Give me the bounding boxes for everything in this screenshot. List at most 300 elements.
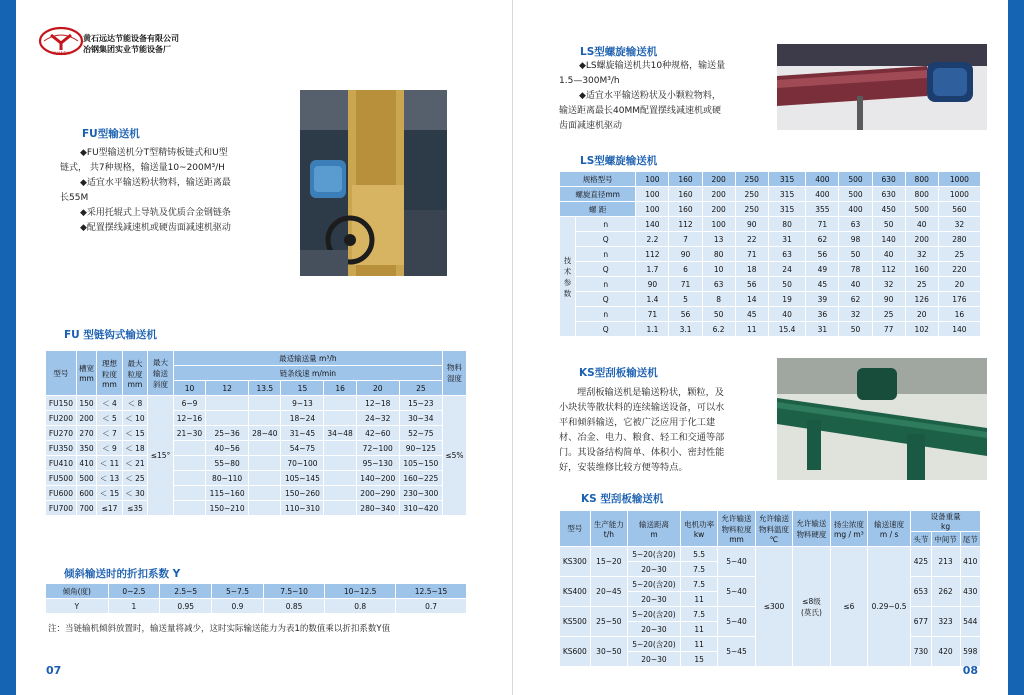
- fu-cell-capacity: 55~80: [206, 456, 249, 471]
- ks-hardness-scale: (莫氏): [801, 607, 822, 617]
- ls-tech-cell: 112: [669, 217, 702, 232]
- ls-tech-cell: 32: [905, 247, 938, 262]
- ls-tech-cell: 280: [938, 232, 980, 247]
- right-blue-strip: [1008, 0, 1024, 695]
- ls-tech-cell: 32: [872, 277, 905, 292]
- ks-cell-capacity: 30~50: [590, 637, 627, 667]
- fu-h-max-unit: mm: [127, 379, 143, 389]
- ls-row-label: 规格型号: [560, 172, 636, 187]
- ks-cell-hardness: [793, 547, 830, 667]
- fu-h-ideal: [97, 351, 122, 396]
- ks-h-temp-unit: ℃: [769, 535, 779, 544]
- fu-table-row: [46, 411, 467, 426]
- ks-conveyor-photo: [777, 358, 987, 480]
- fu-cell-max: ＜ 25: [122, 471, 147, 486]
- ls-cell: 315: [768, 187, 806, 202]
- ks-h-speed-unit: m / s: [879, 529, 899, 539]
- fu-cell-model: FU200: [46, 411, 77, 426]
- fu-h-width-unit: mm: [79, 374, 94, 383]
- fu-cell-capacity: [173, 441, 205, 456]
- ls-tech-cell: 140: [636, 217, 669, 232]
- ls-cell: 630: [872, 172, 905, 187]
- fu-cell-capacity: [249, 486, 281, 501]
- ls-tech-cell: 25: [872, 307, 905, 322]
- ls-cell: 560: [938, 202, 980, 217]
- ls-bullet-3: ◆适宜水平输送粉状及小颗粒物料，: [579, 91, 721, 101]
- ks-cell-weight: 544: [960, 607, 980, 637]
- ks-cell-weight: 323: [931, 607, 960, 637]
- fu-spec-table: [45, 350, 467, 516]
- ks-cell-size: 5~40: [718, 547, 755, 577]
- ls-tech-cell: 62: [806, 232, 839, 247]
- incline-v-label: Y: [46, 599, 109, 614]
- fu-cell-capacity: [173, 501, 205, 516]
- ks-para-line-4: 材、冶金、电力、粮食、轻工和交通等部: [559, 432, 725, 443]
- ls-cell: 500: [905, 202, 938, 217]
- ks-conveyor-title: KS型刮板输送机: [579, 367, 658, 379]
- ks-cell-model: KS500: [560, 607, 591, 637]
- fu-cell-model: FU150: [46, 396, 77, 411]
- ks-spec-table: [559, 510, 981, 667]
- fu-cell-ideal: ＜ 9: [97, 441, 122, 456]
- ks-cell-distance: 5~20(含20): [628, 547, 681, 562]
- ls-tech-row: [560, 277, 981, 292]
- fu-table-row: [46, 471, 467, 486]
- ls-row-label: 螺 距: [560, 202, 636, 217]
- ls-bullet-5: 齿面减速机驱动: [559, 121, 623, 131]
- page-number-left: 07: [46, 664, 62, 677]
- ks-cell-capacity: 20~45: [590, 577, 627, 607]
- fu-cell-capacity: 54~75: [281, 441, 324, 456]
- ks-cell-distance: 20~30: [628, 622, 681, 637]
- ks-para-line-6: 好，安装维修比较方便等特点。: [559, 462, 688, 473]
- fu-cell-width: 410: [76, 456, 96, 471]
- fu-conveyor-photo: [300, 90, 447, 276]
- fu-cell-max: ＜ 15: [122, 426, 147, 441]
- company-name: [83, 33, 179, 55]
- ls-tech-cell: 7: [669, 232, 702, 247]
- ls-cell: 1000: [938, 172, 980, 187]
- ks-h-dist: [628, 511, 681, 547]
- ks-header-row-1: [560, 511, 981, 532]
- ls-tech-cell: 40: [768, 307, 806, 322]
- ks-para-line-1: 埋刮板输送机是输送粉状，颗粒，及: [577, 387, 724, 398]
- ks-para-line-3: 平和倾斜输送，它被广泛应用于化工建: [559, 417, 716, 428]
- fu-cell-capacity: 15~23: [399, 396, 442, 411]
- fu-cell-capacity: 230~300: [399, 486, 442, 501]
- fu-cell-model: FU600: [46, 486, 77, 501]
- fu-cell-capacity: 72~100: [356, 441, 399, 456]
- fu-speed-cell: 16: [324, 381, 356, 396]
- ks-h-dist-unit: m: [650, 529, 658, 539]
- fu-table-header-row-1: [46, 351, 467, 366]
- ls-row-label: 螺旋直径mm: [560, 187, 636, 202]
- ks-cell-size: 5~45: [718, 637, 755, 667]
- ls-tech-cell: 31: [768, 232, 806, 247]
- fu-cell-capacity: 280~340: [356, 501, 399, 516]
- ks-cell-power: 11: [680, 637, 717, 652]
- ls-tech-cell: 1.4: [636, 292, 669, 307]
- ls-tech-cell: 32: [938, 217, 980, 232]
- ks-h-size-unit: mm: [729, 535, 744, 544]
- ks-cell-distance: 20~30: [628, 652, 681, 667]
- ls-tech-cell: 6: [669, 262, 702, 277]
- fu-cell-capacity: 160~225: [399, 471, 442, 486]
- fu-cell-ideal: ＜ 15: [97, 486, 122, 501]
- ks-h-hard-l1: 允许输送: [796, 518, 827, 528]
- ls-bullet-4: 输送距离最长40MM配置摆线减速机或硬: [559, 106, 721, 116]
- fu-cell-capacity: [173, 456, 205, 471]
- fu-cell-capacity: 200~290: [356, 486, 399, 501]
- fu-cell-capacity: 25~36: [206, 426, 249, 441]
- fu-cell-capacity: 31~45: [281, 426, 324, 441]
- ls-tech-cell: 200: [905, 232, 938, 247]
- fu-table-row: [46, 441, 467, 456]
- ls-tech-cell: 13: [702, 232, 735, 247]
- fu-cell-capacity: [324, 441, 356, 456]
- incline-h-label: 倾角(度): [46, 584, 109, 599]
- ks-h-mid: 中间节: [931, 532, 960, 547]
- ls-tech-cell: 5: [669, 292, 702, 307]
- fu-h-angle-l3: 斜度: [153, 379, 169, 389]
- ls-cell: 160: [669, 202, 702, 217]
- fu-conveyor-title: FU型输送机: [82, 128, 140, 140]
- fu-cell-ideal: ＜ 5: [97, 411, 122, 426]
- ks-cell-distance: 5~20(含20): [628, 637, 681, 652]
- ls-tech-cell: 19: [768, 292, 806, 307]
- ls-cell: 800: [905, 172, 938, 187]
- ls-cell: 315: [768, 172, 806, 187]
- ks-h-weight: [911, 511, 981, 532]
- ls-tech-label-char: 参: [563, 277, 572, 287]
- ls-tech-cell: 14: [735, 292, 768, 307]
- ls-tech-row: [560, 322, 981, 337]
- ks-cell-power: 7.5: [680, 607, 717, 622]
- ls-cell: 160: [669, 187, 702, 202]
- fu-cell-width: 150: [76, 396, 96, 411]
- fu-bullet-1: ◆FU型输送机分T型精铸板链式和U型: [80, 148, 228, 158]
- ls-tech-key: n: [576, 307, 636, 322]
- ks-cell-model: KS600: [560, 637, 591, 667]
- ls-tech-cell: 31: [806, 322, 839, 337]
- ls-conveyor-bullets: [559, 59, 771, 134]
- fu-h-capacity: 最适输送量 m³/h: [173, 351, 442, 366]
- incline-value-cell: 0.95: [160, 599, 212, 614]
- fu-h-moisture: [442, 351, 466, 396]
- ks-cell-distance: 5~20(含20): [628, 607, 681, 622]
- ks-h-speed: [868, 511, 911, 547]
- ks-cell-power: 11: [680, 622, 717, 637]
- fu-h-width-label: 槽宽: [79, 364, 95, 373]
- ks-cell-weight: 213: [931, 547, 960, 577]
- fu-cell-model: FU270: [46, 426, 77, 441]
- ls-conveyor-title: LS型螺旋输送机: [580, 46, 658, 58]
- incline-angle-cell: 7.5~10: [263, 584, 324, 599]
- logo-ring-text: YUANDA: [52, 51, 70, 56]
- ls-tech-cell: 50: [702, 307, 735, 322]
- ls-tech-row: [560, 262, 981, 277]
- ls-tech-cell: 1.1: [636, 322, 669, 337]
- ls-cell: 100: [636, 172, 669, 187]
- incline-value-cell: 1: [108, 599, 160, 614]
- fu-cell-capacity: [249, 411, 281, 426]
- ls-cell: 160: [669, 172, 702, 187]
- ks-h-hard: [793, 511, 830, 547]
- fu-table-row: [46, 501, 467, 516]
- ls-cell: 100: [636, 187, 669, 202]
- fu-h-width: [76, 351, 96, 396]
- ls-bullet-2: 1.5—300M³/h: [559, 76, 620, 86]
- ls-tech-row: [560, 232, 981, 247]
- fu-cell-ideal: ≤17: [97, 501, 122, 516]
- ks-h-temp-l2: 物料温度: [758, 525, 789, 534]
- fu-cell-ideal: ＜ 7: [97, 426, 122, 441]
- ls-tech-cell: 39: [806, 292, 839, 307]
- ls-tech-row: [560, 247, 981, 262]
- fu-cell-width: 700: [76, 501, 96, 516]
- ls-tech-cell: 45: [806, 277, 839, 292]
- ls-tech-label-char: 术: [563, 266, 572, 276]
- ls-tech-cell: 126: [905, 292, 938, 307]
- ks-cell-weight: 730: [911, 637, 931, 667]
- ls-tech-cell: 3.1: [669, 322, 702, 337]
- ls-cell: 630: [872, 187, 905, 202]
- ls-cell: 500: [839, 187, 872, 202]
- ls-tech-cell: 80: [768, 217, 806, 232]
- fu-h-ideal-l2: 粒度: [101, 369, 117, 379]
- ls-tech-cell: 16: [938, 307, 980, 322]
- ls-tech-row: [560, 307, 981, 322]
- ks-h-temp-l1: 允许输送: [758, 514, 789, 523]
- ls-cell: 355: [806, 202, 839, 217]
- ls-cell: 400: [806, 172, 839, 187]
- ls-tech-cell: 22: [735, 232, 768, 247]
- ks-cell-size: 5~40: [718, 607, 755, 637]
- fu-h-angle-l1: 最大: [153, 357, 169, 367]
- fu-cell-capacity: 40~56: [206, 441, 249, 456]
- ks-h-hard-l2: 物料硬度: [796, 529, 827, 539]
- ls-tech-cell: 40: [905, 217, 938, 232]
- ks-cell-capacity: 15~20: [590, 547, 627, 577]
- ls-table-row: [560, 202, 981, 217]
- incline-value-cell: 0.7: [396, 599, 467, 614]
- company-logo: [38, 26, 84, 56]
- ls-table-row: [560, 187, 981, 202]
- fu-bullet-3: ◆适宜水平输送粉状物料，输送距离最: [80, 178, 231, 188]
- fu-h-speed: 链条线速 m/min: [173, 366, 442, 381]
- ks-h-head: 头节: [911, 532, 931, 547]
- fu-h-angle: [148, 351, 174, 396]
- fu-cell-width: 350: [76, 441, 96, 456]
- fu-cell-max: ＜ 18: [122, 441, 147, 456]
- fu-cell-capacity: [324, 471, 356, 486]
- fu-cell-capacity: 9~13: [281, 396, 324, 411]
- ls-tech-cell: 36: [806, 307, 839, 322]
- ks-conveyor-paragraph: [559, 385, 771, 475]
- ls-tech-cell: 71: [735, 247, 768, 262]
- fu-h-moist-l1: 物料: [446, 363, 462, 372]
- ls-tech-cell: 50: [768, 277, 806, 292]
- ls-tech-cell: 71: [636, 307, 669, 322]
- fu-cell-capacity: 24~32: [356, 411, 399, 426]
- incline-angle-cell: 0~2.5: [108, 584, 160, 599]
- ls-tech-cell: 20: [905, 307, 938, 322]
- fu-cell-capacity: 18~24: [281, 411, 324, 426]
- fu-bullet-5: ◆采用托辊式上导轨及优质合金钢链条: [80, 208, 231, 218]
- ls-cell: 800: [905, 187, 938, 202]
- fu-cell-width: 600: [76, 486, 96, 501]
- fu-table-row: [46, 426, 467, 441]
- fu-cell-capacity: [249, 456, 281, 471]
- ls-tech-key: Q: [576, 262, 636, 277]
- ls-cell: 250: [735, 202, 768, 217]
- ls-cell: 315: [768, 202, 806, 217]
- fu-cell-capacity: [324, 486, 356, 501]
- ls-table-title: LS型螺旋输送机: [580, 155, 658, 167]
- fu-cell-width: 200: [76, 411, 96, 426]
- ls-tech-cell: 2.2: [636, 232, 669, 247]
- ls-tech-key: Q: [576, 322, 636, 337]
- fu-cell-angle: ≤15°: [148, 396, 174, 516]
- ls-tech-cell: 56: [669, 307, 702, 322]
- ls-tech-cell: 102: [905, 322, 938, 337]
- ls-tech-cell: 100: [702, 217, 735, 232]
- ks-h-power-label: 电机功率: [684, 519, 715, 529]
- fu-cell-capacity: 34~48: [324, 426, 356, 441]
- ks-cell-speed: 0.29~0.5: [868, 547, 911, 667]
- fu-cell-ideal: ＜ 11: [97, 456, 122, 471]
- fu-cell-capacity: 6~9: [173, 396, 205, 411]
- ls-table-body: [560, 172, 981, 337]
- ks-hardness-value: ≤8级: [802, 596, 821, 606]
- ls-tech-cell: 6.2: [702, 322, 735, 337]
- incline-value-cell: 0.8: [325, 599, 396, 614]
- incline-value-cell: 0.85: [263, 599, 324, 614]
- ls-tech-cell: 160: [905, 262, 938, 277]
- ls-tech-cell: 63: [702, 277, 735, 292]
- ls-tech-cell: 90: [636, 277, 669, 292]
- ls-tech-cell: 8: [702, 292, 735, 307]
- ls-tech-row: [560, 217, 981, 232]
- ks-table-body: [560, 547, 981, 667]
- ls-tech-cell: 56: [806, 247, 839, 262]
- fu-cell-max: ＜ 30: [122, 486, 147, 501]
- fu-cell-capacity: 21~30: [173, 426, 205, 441]
- ls-tech-cell: 71: [669, 277, 702, 292]
- fu-h-angle-l2: 输送: [153, 368, 169, 378]
- fu-conveyor-bullets: [60, 146, 285, 236]
- ks-cell-distance: 5~20(含20): [628, 577, 681, 592]
- fu-cell-capacity: [324, 396, 356, 411]
- ls-tech-cell: 49: [806, 262, 839, 277]
- ls-tech-cell: 10: [702, 262, 735, 277]
- ks-cell-power: 11: [680, 592, 717, 607]
- ks-cell-dust: ≤6: [830, 547, 867, 667]
- fu-cell-width: 500: [76, 471, 96, 486]
- fu-cell-capacity: 52~75: [399, 426, 442, 441]
- ls-tech-key: Q: [576, 292, 636, 307]
- fu-cell-ideal: ＜ 13: [97, 471, 122, 486]
- incline-note: 注：当链输机倾斜放置时，输送量将减少，这时实际输送能力为表1的数值乘以折扣系数Y值: [48, 624, 391, 634]
- ls-tech-cell: 63: [839, 217, 872, 232]
- fu-table-title: FU 型链钩式输送机: [64, 329, 157, 341]
- fu-table-row: [46, 486, 467, 501]
- ks-h-size: [718, 511, 755, 547]
- ls-tech-cell: 62: [839, 292, 872, 307]
- ls-tech-cell: 77: [872, 322, 905, 337]
- left-blue-strip: [0, 0, 16, 695]
- fu-cell-capacity: 110~310: [281, 501, 324, 516]
- fu-speed-cell: 10: [173, 381, 205, 396]
- ls-cell: 400: [839, 202, 872, 217]
- ls-cell: 450: [872, 202, 905, 217]
- ls-tech-cell: 45: [735, 307, 768, 322]
- ls-cell: 200: [702, 202, 735, 217]
- fu-cell-capacity: [206, 396, 249, 411]
- ks-h-temp: [755, 511, 792, 547]
- fu-cell-moisture: ≤5%: [442, 396, 466, 516]
- fu-cell-width: 270: [76, 426, 96, 441]
- ls-tech-cell: 78: [839, 262, 872, 277]
- ls-cell: 400: [806, 187, 839, 202]
- fu-h-moist-l2: 湿度: [446, 374, 462, 383]
- ls-tech-cell: 63: [768, 247, 806, 262]
- ks-h-power-unit: kw: [693, 529, 705, 539]
- ks-cell-weight: 425: [911, 547, 931, 577]
- right-page: [512, 0, 1024, 695]
- ls-cell: 250: [735, 172, 768, 187]
- ls-cell: 500: [839, 172, 872, 187]
- ks-h-dist-label: 输送距离: [638, 519, 669, 529]
- ls-tech-cell: 90: [872, 292, 905, 307]
- fu-cell-capacity: 80~110: [206, 471, 249, 486]
- ls-tech-cell: 50: [839, 247, 872, 262]
- fu-cell-max: ≤35: [122, 501, 147, 516]
- fu-cell-model: FU500: [46, 471, 77, 486]
- ls-tech-key: n: [576, 217, 636, 232]
- incline-header-row: [46, 584, 467, 599]
- ks-cell-capacity: 25~50: [590, 607, 627, 637]
- fu-cell-capacity: [249, 471, 281, 486]
- fu-cell-capacity: 30~34: [399, 411, 442, 426]
- ks-cell-temp: ≤300: [755, 547, 792, 667]
- ks-h-cap: [590, 511, 627, 547]
- ks-cell-power: 5.5: [680, 547, 717, 562]
- ks-cell-power: 15: [680, 652, 717, 667]
- ls-tech-row: [560, 292, 981, 307]
- incline-angle-cell: 12.5~15: [396, 584, 467, 599]
- fu-cell-max: ＜ 21: [122, 456, 147, 471]
- fu-cell-capacity: [173, 486, 205, 501]
- ls-tech-cell: 50: [839, 322, 872, 337]
- fu-cell-model: FU350: [46, 441, 77, 456]
- company-name-line1: 黄石远达节能设备有限公司: [83, 34, 179, 43]
- ls-tech-cell: 90: [669, 247, 702, 262]
- fu-h-ideal-l1: 理想: [101, 358, 117, 368]
- fu-table-row: [46, 396, 467, 411]
- ks-h-cap-unit: t/h: [603, 529, 614, 539]
- fu-cell-max: ＜ 8: [122, 396, 147, 411]
- fu-cell-max: ＜ 10: [122, 411, 147, 426]
- ks-cell-power: 7.5: [680, 562, 717, 577]
- company-name-line2: 冶钢集团实业节能设备厂: [83, 45, 171, 54]
- ks-h-cap-label: 生产能力: [593, 519, 624, 529]
- fu-cell-capacity: 150~210: [206, 501, 249, 516]
- fu-cell-capacity: [206, 411, 249, 426]
- ls-tech-cell: 25: [905, 277, 938, 292]
- ks-h-dust-unit: mg / m³: [834, 529, 864, 539]
- fu-cell-capacity: [173, 471, 205, 486]
